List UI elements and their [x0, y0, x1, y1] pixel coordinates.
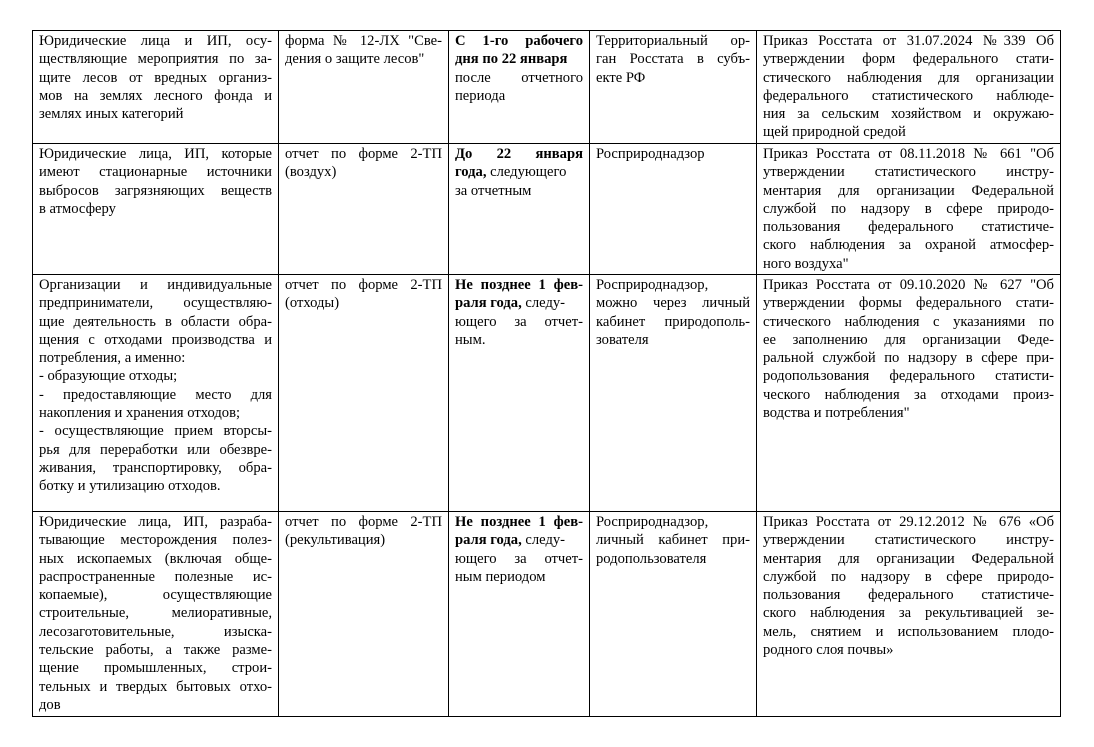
cell-order	[757, 275, 1061, 512]
cell-text-line: ных ископаемых (включая обще-	[39, 550, 272, 567]
cell-text-line: федерального статистического наблюде-	[763, 87, 1054, 104]
cell-text-line: живания, транспортировку, обра-	[39, 459, 272, 476]
cell-text-line: Приказ Росстата от 08.11.2018 № 661 "Об	[763, 146, 1054, 162]
deadline-line	[455, 531, 583, 549]
cell-text-line: мов на землях лесного фонда и	[39, 87, 272, 104]
cell-recipient	[590, 144, 757, 275]
cell-text-line: ральной службой по надзору в сфере при-	[763, 350, 1054, 367]
cell-text-line: пользования федерального статистиче-	[763, 587, 1054, 604]
cell-who	[33, 31, 279, 144]
cell-text-line: (воздух)	[285, 164, 337, 181]
cell-text-line: Юридические лица, ИП, которые	[39, 146, 272, 162]
cell-text-line: Росприроднадзор,	[596, 277, 709, 293]
deadline-line	[455, 32, 583, 50]
deadline-line	[455, 163, 583, 181]
cell-text-line: копаемые), осуществляющие	[39, 587, 272, 604]
cell-text-line: землях иных категорий	[39, 106, 184, 123]
cell-text-line: дения о защите лесов"	[285, 51, 425, 68]
cell-text-line: распространенные полезные ис-	[39, 568, 272, 585]
cell-text-line: (рекультивация)	[285, 532, 386, 549]
cell-text-line: - осуществляющие прием вторсы-	[39, 423, 272, 440]
cell-text-line: ее заполнению для организации Феде-	[763, 331, 1054, 348]
cell-text-line: (отходы)	[285, 295, 340, 312]
cell-text-line: Росприроднадзор	[596, 146, 705, 162]
deadline-line	[455, 50, 583, 68]
cell-order	[757, 144, 1061, 275]
cell-text-line: водства и потребления"	[763, 405, 910, 422]
cell-form	[279, 512, 449, 717]
cell-recipient	[590, 512, 757, 717]
cell-text-line: ментария для организации Федеральной	[763, 182, 1054, 199]
table-row	[33, 31, 1061, 144]
deadline-line	[455, 294, 583, 312]
deadline-line: ным периодом	[455, 568, 546, 585]
cell-form	[279, 144, 449, 275]
cell-text-line: пользования федерального статистиче-	[763, 219, 1054, 236]
cell-recipient	[590, 31, 757, 144]
cell-recipient	[590, 275, 757, 512]
cell-text-line: - предоставляющие место для	[39, 386, 272, 403]
cell-text-line: Приказ Росстата от 29.12.2012 № 676 «Об	[763, 514, 1054, 530]
cell-text-line: в атмосферу	[39, 200, 116, 217]
cell-text-line: ментария для организации Федеральной	[763, 550, 1054, 567]
table-body	[33, 31, 1061, 717]
deadline-bold-text: С 1-го рабочего	[455, 33, 583, 49]
deadline-line: ющего за отчет-	[455, 313, 583, 330]
cell-text-line: форма № 12-ЛХ "Све-	[285, 33, 442, 49]
cell-text-line: Приказ Росстата от 31.07.2024 №339 Об	[763, 33, 1054, 49]
deadline-rest-inline: следующего	[486, 164, 567, 181]
cell-text-line: ществляющие мероприятия по за-	[39, 51, 272, 68]
cell-text-line: ган Росстата в субъ-	[596, 51, 750, 68]
cell-text-line: стического наблюдения для организации	[763, 69, 1054, 86]
deadline-line: после отчетного	[455, 69, 583, 86]
cell-text-line: ного воздуха"	[763, 255, 849, 272]
cell-deadline	[449, 275, 590, 512]
cell-text-line: лесозаготовительные, изыска-	[39, 623, 272, 640]
cell-text-line: щие деятельность в области обра-	[39, 313, 272, 330]
cell-text-line: Юридические лица, ИП, разраба-	[39, 514, 272, 530]
deadline-line: периода	[455, 87, 506, 104]
cell-text-line: Приказ Росстата от 09.10.2020 № 627 "Об	[763, 277, 1054, 293]
cell-text-line: щите лесов от вредных организ-	[39, 69, 272, 86]
cell-text-line: отчет по форме 2-ТП	[285, 514, 442, 530]
cell-text-line: предприниматели, осуществляю-	[39, 295, 272, 312]
cell-text-line: Организации и индивидуальные	[39, 277, 272, 293]
cell-text-line: утверждении формы федерального стати-	[763, 295, 1054, 312]
reporting-table	[32, 30, 1061, 717]
cell-text-line: личный кабинет при-	[596, 532, 750, 549]
deadline-bold-text: Не позднее 1 фев-	[455, 277, 583, 293]
table-row	[33, 512, 1061, 717]
cell-text-line: отчет по форме 2-ТП	[285, 277, 442, 293]
cell-text-line: рья для переработки или обезвре-	[39, 441, 272, 458]
cell-who	[33, 275, 279, 512]
cell-text-line: службой по надзору в сфере природо-	[763, 568, 1054, 585]
cell-text-line: Росприроднадзор,	[596, 514, 709, 530]
deadline-bold-text: раля года,	[455, 295, 522, 312]
cell-order	[757, 512, 1061, 717]
cell-text-line: строительные, мелиоративные,	[39, 605, 272, 622]
cell-text-line: стического наблюдения с указаниями по	[763, 313, 1054, 330]
cell-text-line: накопления и хранения отходов;	[39, 405, 241, 422]
cell-who	[33, 512, 279, 717]
cell-text-line: можно через личный	[596, 295, 750, 312]
cell-order	[757, 31, 1061, 144]
cell-text-line: щей природной средой	[763, 124, 906, 141]
deadline-line: ным.	[455, 331, 486, 348]
cell-text-line: - образующие отходы;	[39, 368, 178, 385]
deadline-bold-text: До 22 января	[455, 146, 583, 162]
cell-text-line: Территориальный ор-	[596, 33, 750, 49]
cell-text-line: зователя	[596, 331, 649, 348]
table-row	[33, 144, 1061, 275]
cell-text-line: ботку и утилизацию отходов.	[39, 478, 221, 495]
cell-text-line: утверждении статистического инстру-	[763, 532, 1054, 549]
cell-text-line: тельных и твердых бытовых отхо-	[39, 678, 272, 695]
cell-deadline	[449, 144, 590, 275]
cell-text-line: дов	[39, 696, 61, 713]
cell-text-line: утверждении форм федерального стати-	[763, 51, 1054, 68]
deadline-rest-inline: следу-	[521, 532, 566, 549]
deadline-line: за отчетным	[455, 182, 532, 199]
cell-text-line: екте РФ	[596, 69, 646, 86]
cell-form	[279, 31, 449, 144]
deadline-rest-inline: следу-	[521, 295, 566, 312]
cell-deadline	[449, 31, 590, 144]
cell-text-line: родного слоя почвы»	[763, 642, 894, 659]
cell-text-line: ского наблюдения за охраной атмосфер-	[763, 237, 1054, 254]
cell-text-line: потребления, а именно:	[39, 350, 186, 367]
deadline-line	[455, 145, 583, 163]
deadline-bold-text: раля года,	[455, 532, 522, 549]
deadline-bold-text: года,	[455, 164, 487, 181]
cell-text-line: имеют стационарные источники	[39, 164, 272, 181]
deadline-line: ющего за отчет-	[455, 550, 583, 567]
cell-text-line: ния за сельским хозяйством и окружаю-	[763, 106, 1054, 123]
cell-text-line: кабинет природополь-	[596, 313, 750, 330]
cell-text-line: щения с отходами производства и	[39, 331, 272, 348]
cell-who	[33, 144, 279, 275]
cell-text-line: щение промышленных, строи-	[39, 660, 272, 677]
cell-deadline	[449, 512, 590, 717]
cell-text-line: Юридические лица и ИП, осу-	[39, 33, 272, 49]
cell-text-line: отчет по форме 2-ТП	[285, 146, 442, 162]
deadline-bold-text: Не позднее 1 фев-	[455, 514, 583, 530]
cell-text-line: службой по надзору в сфере природо-	[763, 200, 1054, 217]
cell-text-line: тывающие месторождения полез-	[39, 532, 272, 549]
cell-text-line: выбросов загрязняющих веществ	[39, 182, 272, 199]
cell-form	[279, 275, 449, 512]
deadline-line	[455, 276, 583, 294]
cell-text-line: тельские работы, а также разме-	[39, 642, 272, 659]
deadline-line	[455, 513, 583, 531]
cell-text-line: ского наблюдения за рекультивацией зе-	[763, 605, 1054, 622]
table-row	[33, 275, 1061, 512]
cell-text-line: утверждении статистического инстру-	[763, 164, 1054, 181]
cell-text-line: ческого наблюдения за отходами произ-	[763, 386, 1054, 403]
cell-text-line: родопользователя	[596, 550, 707, 567]
cell-text-line: мель, снятием и использованием плодо-	[763, 623, 1054, 640]
deadline-bold-text: дня по 22 января	[455, 51, 568, 68]
cell-text-line: родопользования федерального статисти-	[763, 368, 1054, 385]
